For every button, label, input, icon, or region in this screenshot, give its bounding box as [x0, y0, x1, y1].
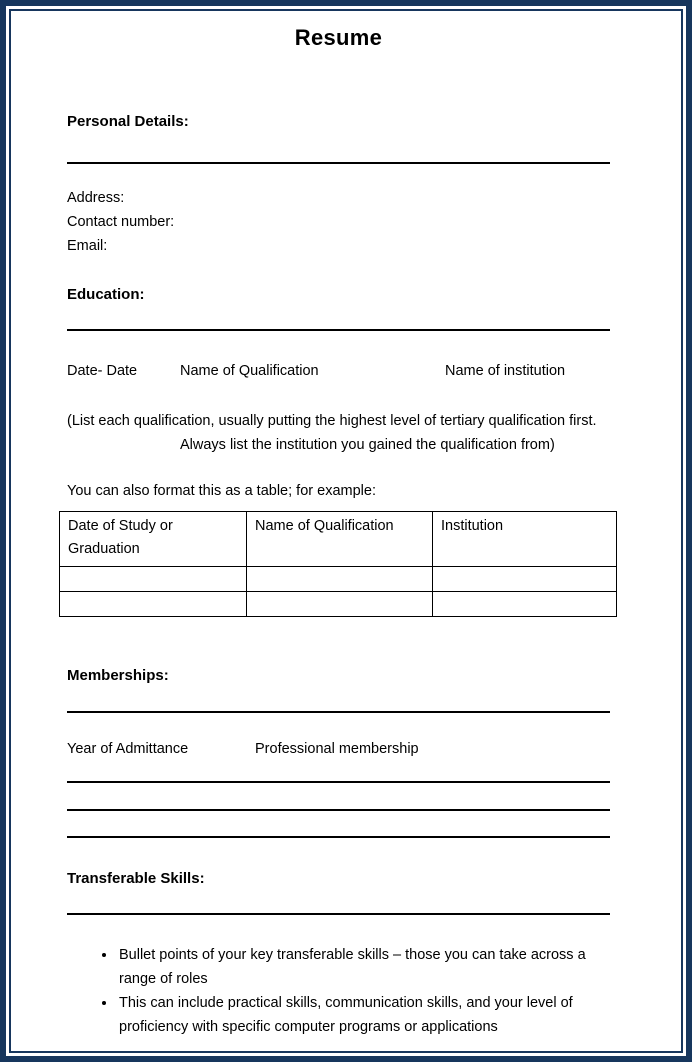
table-intro-text: You can also format this as a table; for example: — [67, 483, 376, 499]
education-heading: Education: — [67, 286, 145, 303]
divider — [67, 329, 610, 331]
divider — [67, 711, 610, 713]
table-row — [60, 592, 617, 617]
table-cell-empty — [247, 567, 433, 592]
transferable-skills-heading: Transferable Skills: — [67, 870, 205, 887]
table-cell-empty — [60, 567, 247, 592]
professional-membership-label: Professional membership — [255, 741, 419, 757]
education-note-line2: Always list the institution you gained the qualification from) — [180, 437, 555, 453]
table-row — [60, 567, 617, 592]
education-table — [59, 511, 617, 617]
year-of-admittance-label: Year of Admittance — [67, 741, 189, 757]
date-date-label: Date- Date — [67, 363, 138, 379]
document-title: Resume — [294, 25, 383, 50]
divider — [67, 162, 610, 164]
memberships-heading: Memberships: — [67, 667, 169, 684]
table-header-qualification: Name of Qualification — [247, 512, 433, 567]
divider — [67, 781, 610, 783]
table-cell-empty — [60, 592, 247, 617]
divider — [67, 913, 610, 915]
email-label: Email: — [67, 238, 108, 254]
table-header-date-of-study: Date of Study or Graduation — [60, 512, 247, 567]
education-note-line1: (List each qualification, usually putting the highest level of tertiary qualification first. — [67, 413, 597, 429]
table-cell-empty — [433, 592, 617, 617]
contact-number-label: Contact number: — [67, 214, 175, 230]
personal-details-heading: Personal Details: — [67, 113, 189, 130]
memberships-inline-headers — [67, 737, 610, 761]
divider — [67, 809, 610, 811]
address-label: Address: — [67, 190, 125, 206]
bullet-item: • This can include practical skills, communication skills, and your level of proficiency with specific computer programs or applications — [117, 991, 610, 1039]
inner-border-frame — [9, 9, 683, 1053]
skills-bullet-list — [67, 943, 610, 1039]
education-inline-headers — [67, 359, 610, 383]
table-cell-empty — [247, 592, 433, 617]
table-header-row — [60, 512, 617, 567]
table-header-institution: Institution — [433, 512, 617, 567]
divider — [67, 836, 610, 838]
table-cell-empty — [433, 567, 617, 592]
bullet-item: • Bullet points of your key transferable skills – those you can take across a range of roles — [117, 943, 610, 991]
name-of-qualification-label: Name of Qualification — [180, 363, 319, 379]
name-of-institution-label: Name of institution — [445, 363, 566, 379]
